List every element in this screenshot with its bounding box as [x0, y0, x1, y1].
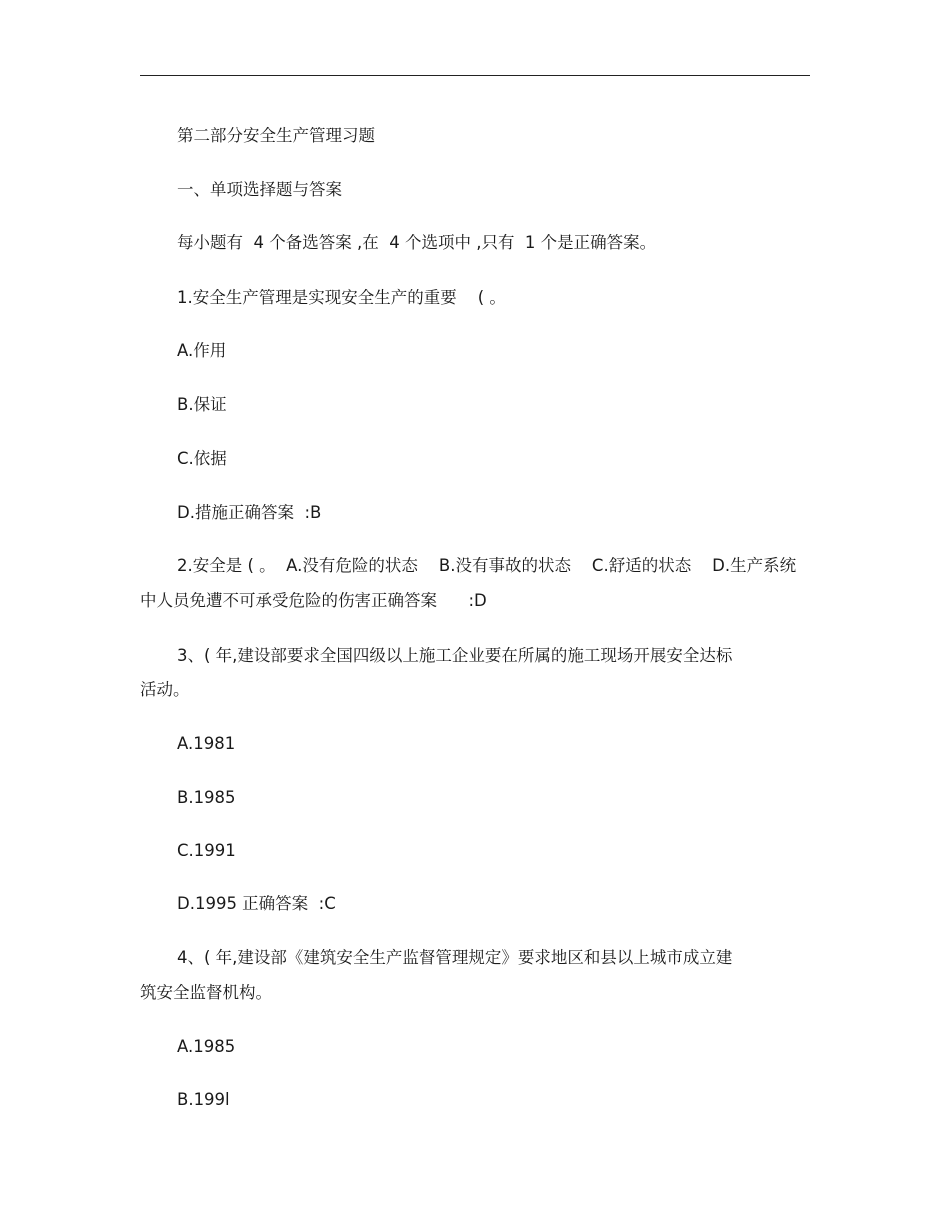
- question-1-option-d-answer: D.措施正确答案 :B: [177, 503, 322, 522]
- question-3-option-d-answer: D.1995 正确答案 :C: [177, 894, 336, 913]
- question-2: 2.安全是 ( 。 A.没有危险的状态 B.没有事故的状态 C.舒适的状态 D.生产系统: [177, 556, 797, 575]
- question-4-option-b: B.199l: [177, 1090, 230, 1109]
- header-rule: [140, 75, 810, 76]
- question-1-option-c: C.依据: [177, 449, 227, 468]
- section-title: 第二部分安全生产管理习题: [177, 126, 375, 145]
- question-1-option-a: A.作用: [177, 341, 227, 360]
- subsection-heading: 一、单项选择题与答案: [177, 180, 342, 199]
- question-3: 3、( 年,建设部要求全国四级以上施工企业要在所属的施工现场开展安全达标: [177, 646, 733, 665]
- question-1-option-b: B.保证: [177, 395, 227, 414]
- question-3-option-c: C.1991: [177, 841, 236, 860]
- question-3-continued: 活动。: [140, 680, 190, 699]
- question-4-continued: 筑安全监督机构。: [140, 983, 272, 1002]
- question-4-option-a: A.1985: [177, 1037, 236, 1056]
- question-3-option-a: A.1981: [177, 734, 236, 753]
- question-4: 4、( 年,建设部《建筑安全生产监督管理规定》要求地区和县以上城市成立建: [177, 948, 733, 967]
- question-1: 1.安全生产管理是实现安全生产的重要 ( 。: [177, 288, 506, 307]
- instruction-text: 每小题有 4 个备选答案 ,在 4 个选项中 ,只有 1 个是正确答案。: [177, 233, 657, 252]
- question-3-option-b: B.1985: [177, 788, 236, 807]
- question-2-continued: 中人员免遭不可承受危险的伤害正确答案 :D: [140, 591, 487, 610]
